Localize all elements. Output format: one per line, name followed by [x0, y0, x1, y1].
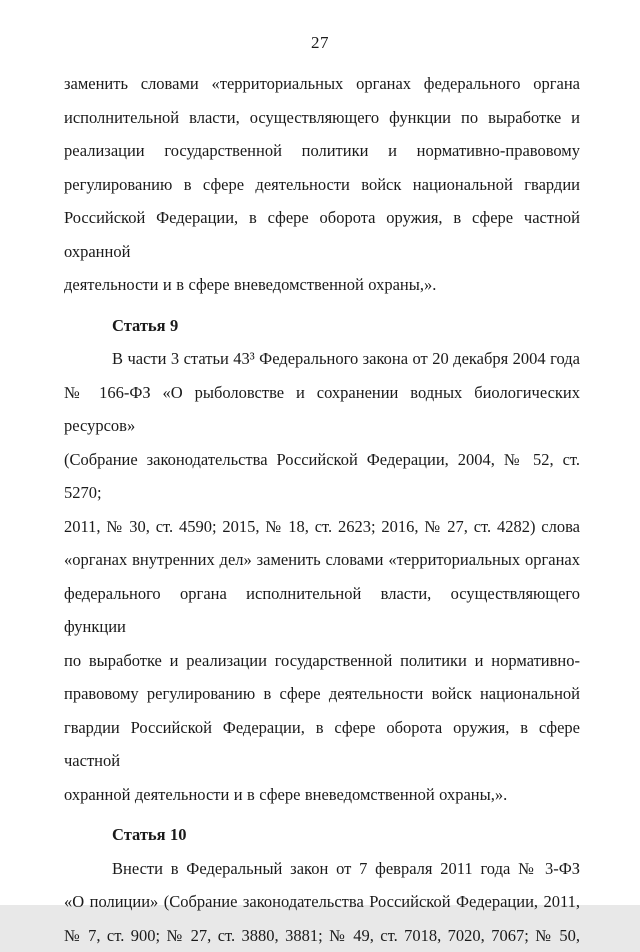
- text-line: правовому регулированию в сфере деятельности войск национальной: [64, 677, 580, 711]
- text-line: регулированию в сфере деятельности войск национальной гвардии: [64, 168, 580, 202]
- text-line: № 7, ст. 900; № 27, ст. 3880, 3881; № 49, ст. 7018, 7020, 7067; № 50,: [64, 919, 580, 952]
- page-number: 27: [0, 33, 640, 53]
- text-line: Внести в Федеральный закон от 7 февраля 2011 года № 3-ФЗ: [64, 852, 580, 886]
- text-line: № 166-ФЗ «О рыболовстве и сохранении водных биологических ресурсов»: [64, 376, 580, 443]
- paragraph: [64, 342, 580, 811]
- article-heading: [64, 818, 580, 852]
- text-line: «органах внутренних дел» заменить словами «территориальных органах: [64, 543, 580, 577]
- text-line: 2011, № 30, ст. 4590; 2015, № 18, ст. 2623; 2016, № 27, ст. 4282) слова: [64, 510, 580, 544]
- document-body: [64, 67, 580, 952]
- text-line: В части 3 статьи 43³ Федерального закона от 20 декабря 2004 года: [64, 342, 580, 376]
- text-line: заменить словами «территориальных органах федерального органа: [64, 67, 580, 101]
- text-line: реализации государственной политики и нормативно-правовому: [64, 134, 580, 168]
- paragraph: [64, 852, 580, 952]
- text-line: «О полиции» (Собрание законодательства Российской Федерации, 2011,: [64, 885, 580, 919]
- text-line: охранной деятельности и в сфере вневедомственной охраны,».: [64, 778, 580, 812]
- text-line: исполнительной власти, осуществляющего функции по выработке и: [64, 101, 580, 135]
- article-heading: [64, 309, 580, 343]
- text-line: по выработке и реализации государственной политики и нормативно-: [64, 644, 580, 678]
- text-line: Российской Федерации, в сфере оборота оружия, в сфере частной охранной: [64, 201, 580, 268]
- paragraph: [64, 67, 580, 302]
- text-line: деятельности и в сфере вневедомственной охраны,».: [64, 268, 580, 302]
- text-line: (Собрание законодательства Российской Федерации, 2004, № 52, ст. 5270;: [64, 443, 580, 510]
- text-line: Статья 9: [64, 309, 580, 343]
- text-line: Статья 10: [64, 818, 580, 852]
- text-line: федерального органа исполнительной власти, осуществляющего функции: [64, 577, 580, 644]
- text-line: гвардии Российской Федерации, в сфере оборота оружия, в сфере частной: [64, 711, 580, 778]
